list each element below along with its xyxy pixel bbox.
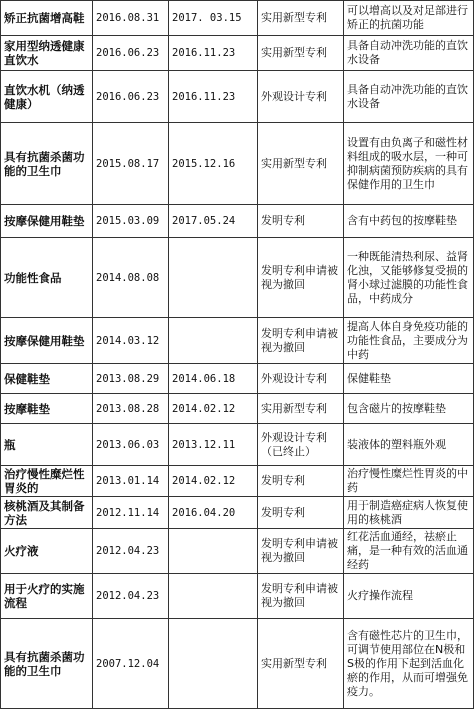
application-date: 2016.08.31 [93,1,169,36]
patent-description: 可以增高以及对足部进行矫正的抗菌功能 [344,1,474,36]
patent-name: 功能性食品 [1,238,93,318]
grant-date: 2017.05.24 [169,205,258,238]
application-date: 2012.11.14 [93,497,169,529]
patent-name: 按摩鞋垫 [1,394,93,424]
patent-name: 具有抗菌杀菌功能的卫生巾 [1,123,93,205]
patent-type: 实用新型专利 [258,394,344,424]
grant-date: 2013.12.11 [169,424,258,466]
grant-date: 2014.02.12 [169,394,258,424]
table-row [1,71,474,123]
grant-date [169,318,258,364]
table-row [1,1,474,36]
patent-name: 家用型纳透健康直饮水 [1,36,93,71]
patent-type: 实用新型专利 [258,123,344,205]
grant-date [169,238,258,318]
patent-description: 提高人体自身免疫功能的功能性食品，主要成分为中药 [344,318,474,364]
application-date: 2016.06.23 [93,71,169,123]
table-row [1,36,474,71]
patent-name: 按摩保健用鞋垫 [1,318,93,364]
patent-name: 用于火疗的实施流程 [1,574,93,619]
patent-type: 发明专利申请被视为撤回 [258,529,344,574]
grant-date: 2014.06.18 [169,364,258,394]
patent-description: 治疗慢性糜烂性胃炎的中药 [344,466,474,497]
table-row [1,466,474,497]
patent-description: 红花活血通经，祛瘀止痛，是一种有效的活血通经药 [344,529,474,574]
patent-type: 发明专利 [258,205,344,238]
table-row [1,205,474,238]
application-date: 2013.08.29 [93,364,169,394]
table-row [1,529,474,574]
table-row [1,364,474,394]
application-date: 2013.01.14 [93,466,169,497]
patent-type: 发明专利 [258,497,344,529]
application-date: 2016.06.23 [93,36,169,71]
table-row [1,497,474,529]
patent-description: 保健鞋垫 [344,364,474,394]
table-row [1,123,474,205]
patent-description: 包含磁片的按摩鞋垫 [344,394,474,424]
patent-name: 火疗液 [1,529,93,574]
patent-name: 具有抗菌杀菌功能的卫生巾 [1,619,93,709]
table-row [1,424,474,466]
table-row [1,394,474,424]
patent-description: 一种既能清热利尿、益肾化浊，又能够修复受损的肾小球过滤膜的功能性食品，中药成分 [344,238,474,318]
table-row [1,238,474,318]
application-date: 2007.12.04 [93,619,169,709]
grant-date: 2016.11.23 [169,36,258,71]
application-date: 2014.08.08 [93,238,169,318]
patent-name: 治疗慢性糜烂性胃炎的 [1,466,93,497]
application-date: 2012.04.23 [93,574,169,619]
application-date: 2013.08.28 [93,394,169,424]
application-date: 2015.03.09 [93,205,169,238]
patent-description: 具备自动冲洗功能的直饮水设备 [344,36,474,71]
patent-name: 矫正抗菌增高鞋 [1,1,93,36]
grant-date: 2014.02.12 [169,466,258,497]
patent-name: 保健鞋垫 [1,364,93,394]
patent-type: 发明专利申请被视为撤回 [258,238,344,318]
grant-date [169,619,258,709]
patent-name: 瓶 [1,424,93,466]
patent-name: 按摩保健用鞋垫 [1,205,93,238]
table-row [1,619,474,709]
patent-type: 外观设计专利（已终止） [258,424,344,466]
application-date: 2013.06.03 [93,424,169,466]
patent-description: 火疗操作流程 [344,574,474,619]
patent-description: 设置有由负离子和磁性材料组成的吸水层，一种可抑制病菌预防疾病的具有保健作用的卫生巾 [344,123,474,205]
patent-type: 实用新型专利 [258,36,344,71]
patent-name: 核桃酒及其制备方法 [1,497,93,529]
patent-type: 发明专利申请被视为撤回 [258,318,344,364]
patent-description: 含有磁性芯片的卫生巾，可调节使用部位在N极和S极的作用下起到活血化瘀的作用，从而可增强免疫力。 [344,619,474,709]
grant-date [169,529,258,574]
grant-date: 2017. 03.15 [169,1,258,36]
patent-type: 发明专利 [258,466,344,497]
grant-date: 2015.12.16 [169,123,258,205]
grant-date [169,574,258,619]
patent-description: 装液体的塑料瓶外观 [344,424,474,466]
patent-description: 具备自动冲洗功能的直饮水设备 [344,71,474,123]
patent-type: 外观设计专利 [258,364,344,394]
grant-date: 2016.11.23 [169,71,258,123]
application-date: 2014.03.12 [93,318,169,364]
application-date: 2012.04.23 [93,529,169,574]
table-row [1,574,474,619]
application-date: 2015.08.17 [93,123,169,205]
patent-table-body [1,1,474,709]
patent-type: 外观设计专利 [258,71,344,123]
grant-date: 2016.04.20 [169,497,258,529]
patent-type: 实用新型专利 [258,619,344,709]
table-row [1,318,474,364]
patent-description: 含有中药包的按摩鞋垫 [344,205,474,238]
patent-name: 直饮水机（纳透健康） [1,71,93,123]
patent-type: 发明专利申请被视为撤回 [258,574,344,619]
patent-description: 用于制造癌症病人恢复使用的核桃酒 [344,497,474,529]
patent-type: 实用新型专利 [258,1,344,36]
